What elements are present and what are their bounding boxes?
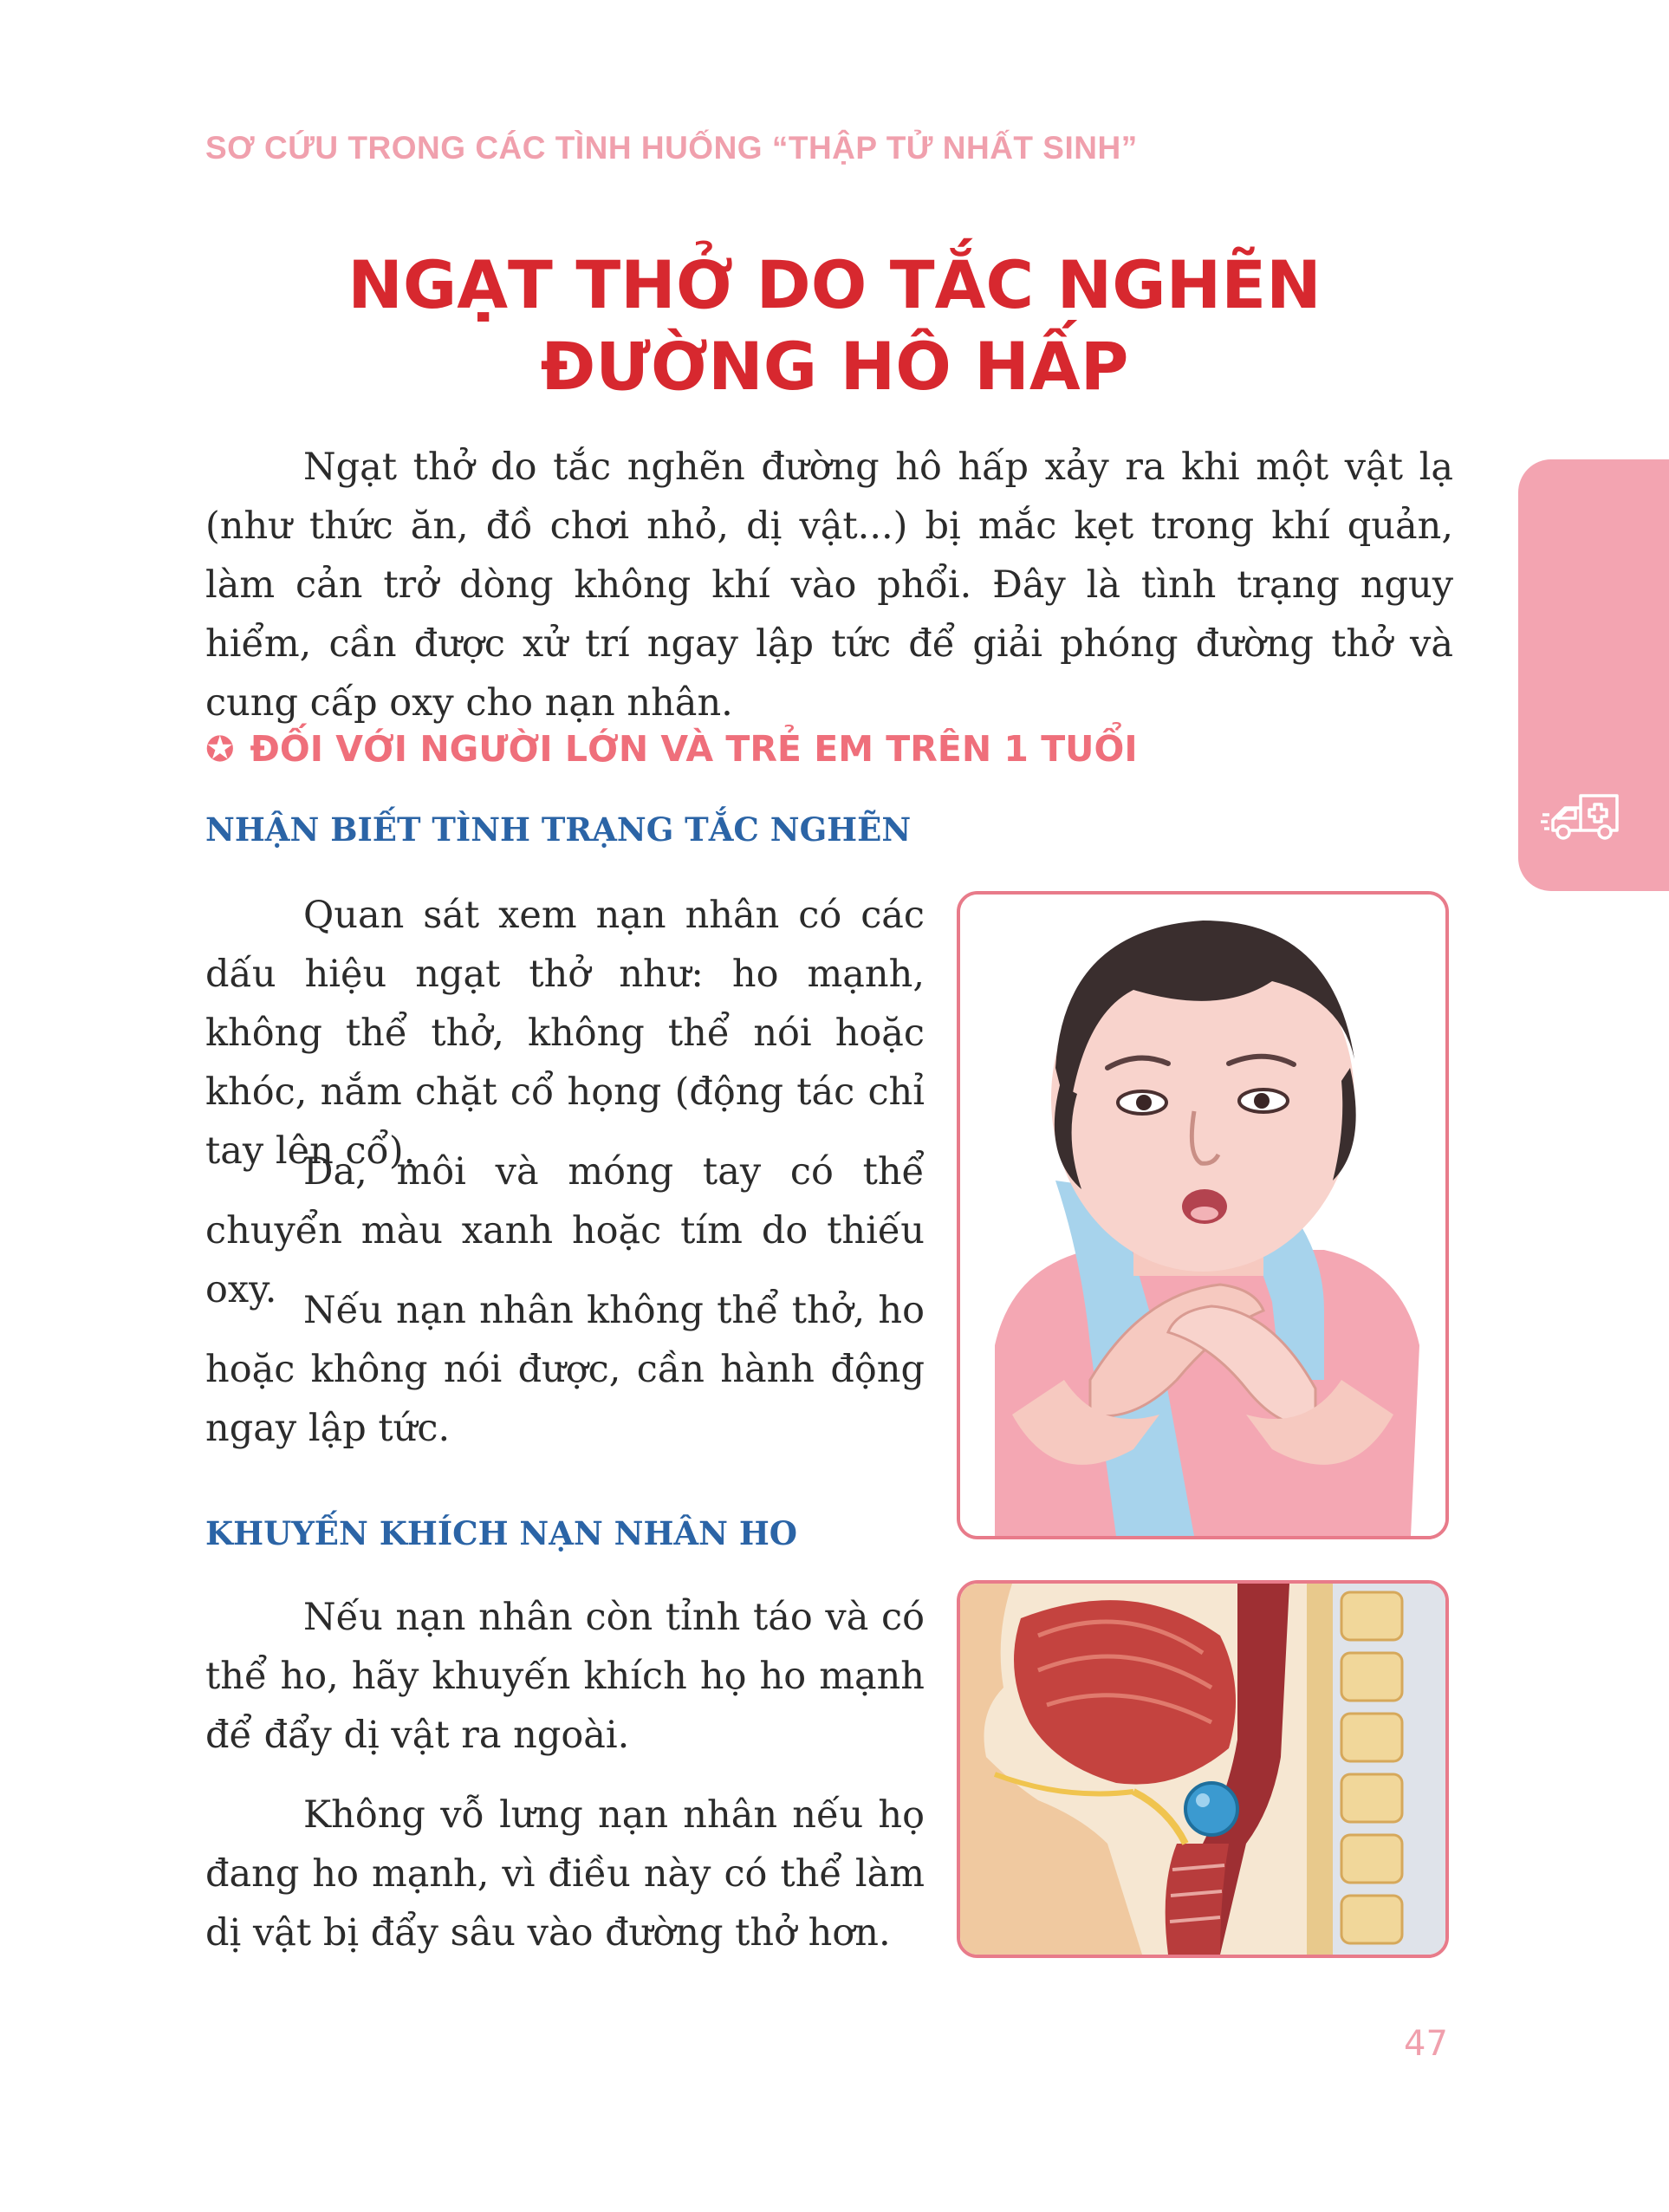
page-title-line-2: ĐƯỜNG HÔ HẤP — [540, 328, 1129, 405]
section-heading-text: ĐỐI VỚI NGƯỜI LỚN VÀ TRẺ EM TRÊN 1 TUỔI — [250, 728, 1138, 770]
page-title — [0, 244, 1669, 407]
recognize-paragraph-3: Nếu nạn nhân không thể thở, ho hoặc không nói được, cần hành động ngay lập tức. — [205, 1289, 925, 1450]
section-heading — [205, 728, 1138, 770]
airway-anatomy-illustration — [957, 1580, 1449, 1958]
airway-anatomy-drawing — [960, 1584, 1445, 1955]
recognize-paragraph-1: Quan sát xem nạn nhân có các dấu hiệu ngạt thở như: ho mạnh, không thể thở, không thể nói hoặc khóc, nắm chặt cổ họng (động tác chỉ tay lên cổ). — [205, 894, 925, 1173]
star-circle-icon: ✪ — [205, 730, 235, 770]
cough-paragraph-1: Nếu nạn nhân còn tỉnh táo và có thể ho, hãy khuyến khích họ ho mạnh để đẩy dị vật ra ngoài. — [205, 1596, 925, 1757]
page-number: 47 — [1404, 2024, 1448, 2064]
cough-paragraph-2: Không vỗ lưng nạn nhân nếu họ đang ho mạnh, vì điều này có thể làm dị vật bị đẩy sâu vào đường thở hơn. — [205, 1793, 925, 1955]
page-title-line-1: NGẠT THỞ DO TẮC NGHẼN — [347, 246, 1322, 323]
chapter-side-tab — [1518, 459, 1669, 891]
ambulance-icon — [1541, 789, 1624, 844]
choking-child-illustration — [957, 891, 1449, 1539]
subheading-recognize: NHẬN BIẾT TÌNH TRẠNG TẮC NGHẼN — [205, 810, 912, 849]
intro-paragraph: Ngạt thở do tắc nghẽn đường hô hấp xảy ra khi một vật lạ (như thức ăn, đồ chơi nhỏ, dị vật...) bị mắc kẹt trong khí quản, làm cản trở dòng không khí vào phổi. Đây là tình trạng nguy hiểm, cần được xử trí ngay lập tức để giải phóng đường thở và cung cấp oxy cho nạn nhân. — [205, 446, 1453, 725]
recognize-paragraph-2: Da, môi và móng tay có thể chuyển màu xanh hoặc tím do thiếu oxy. — [205, 1150, 925, 1311]
subheading-cough: KHUYẾN KHÍCH NẠN NHÂN HO — [205, 1514, 798, 1552]
choking-child-drawing — [960, 895, 1445, 1536]
running-head: SƠ CỨU TRONG CÁC TÌNH HUỐNG “THẬP TỬ NHẤT SINH” — [205, 130, 1138, 166]
